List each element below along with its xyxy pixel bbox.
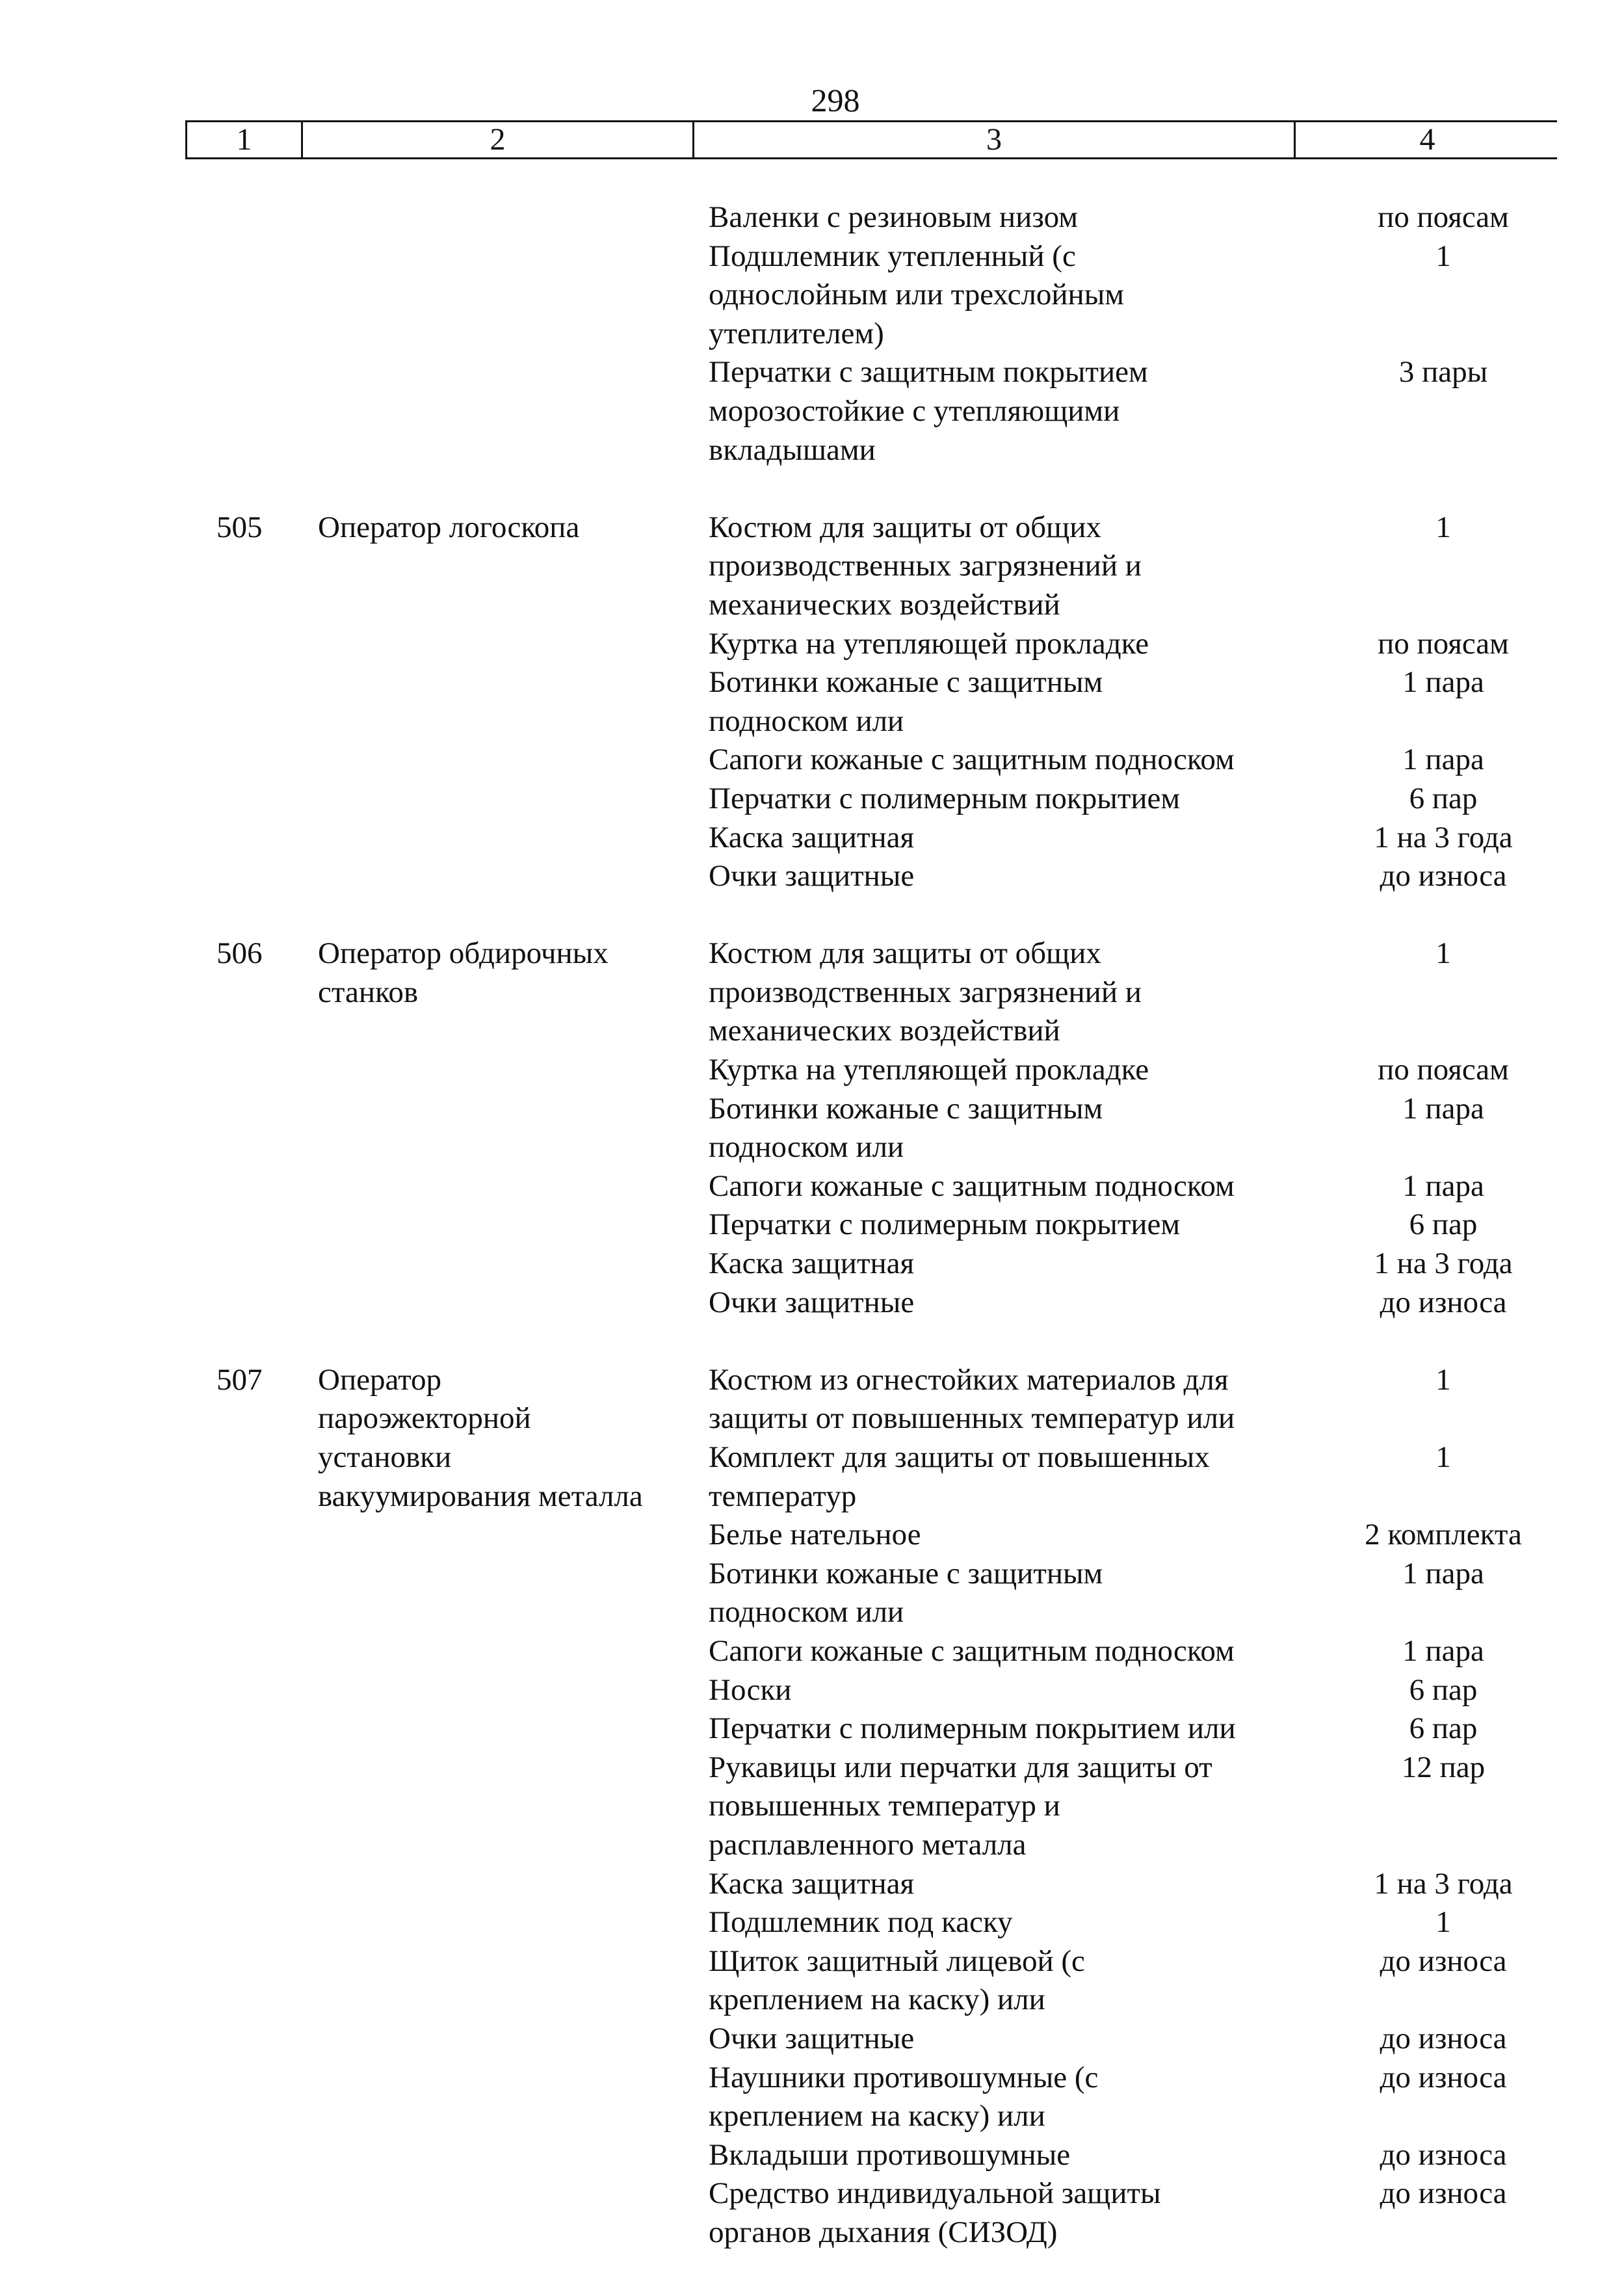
ppe-item-name: Валенки с резиновым низом: [709, 200, 1078, 234]
list-item: [709, 780, 1573, 819]
ppe-item-name: Куртка на утепляющей прокладке: [709, 1053, 1149, 1087]
list-item: [709, 1865, 1573, 1904]
list-item: [709, 1555, 1573, 1632]
list-item: [709, 508, 1573, 625]
ppe-item-quantity: 1 пара: [1402, 665, 1484, 700]
ppe-item-name: Костюм для защиты от общих производственных загрязнений и механических воздействий: [709, 936, 1142, 1048]
list-item: [709, 663, 1573, 741]
table-row: [0, 508, 1624, 896]
ppe-item-quantity: 1 на 3 года: [1374, 1866, 1513, 1901]
section-gap: [0, 896, 1624, 935]
list-item: [709, 1671, 1573, 1710]
list-item: [709, 1051, 1573, 1090]
list-item: [709, 1206, 1573, 1245]
ppe-item-quantity: 1: [1435, 936, 1451, 971]
ppe-item-quantity: 6 пар: [1409, 781, 1478, 815]
ppe-item-quantity: по поясам: [1378, 200, 1509, 234]
ppe-item-quantity: до износа: [1380, 2060, 1507, 2094]
row-number: 506: [216, 936, 263, 971]
profession-name: Оператор логоскопа: [318, 510, 580, 544]
ppe-item-quantity: 1 пара: [1402, 743, 1484, 777]
profession-name: Оператор обдирочных станков: [318, 936, 609, 1009]
ppe-list: [709, 934, 1573, 1322]
ppe-item-quantity: до износа: [1380, 859, 1507, 893]
ppe-item-name: Белье нательное: [709, 1518, 921, 1552]
ppe-item-quantity: 6 пар: [1409, 1711, 1478, 1746]
list-item: [709, 2020, 1573, 2059]
ppe-item-name: Очки защитные: [709, 859, 915, 893]
row-number: 507: [216, 1362, 263, 1397]
list-item: [709, 1709, 1573, 1748]
ppe-item-name: Перчатки с полимерным покрытием: [709, 781, 1181, 815]
row-number: 505: [216, 510, 263, 544]
ppe-item-name: Каска защитная: [709, 1866, 915, 1901]
list-item: [709, 2059, 1573, 2136]
list-item: [709, 2174, 1573, 2252]
list-item: [709, 1167, 1573, 1206]
ppe-item-quantity: 1 на 3 года: [1374, 1247, 1513, 1281]
ppe-item-name: Ботинки кожаные с защитным подноском или: [709, 1091, 1103, 1165]
ppe-item-name: Каска защитная: [709, 820, 915, 854]
ppe-item-name: Подшлемник под каску: [709, 1905, 1013, 1940]
ppe-item-quantity: 1: [1435, 510, 1451, 544]
ppe-item-quantity: 2 комплекта: [1365, 1518, 1522, 1552]
ppe-item-quantity: 3 пары: [1398, 355, 1488, 389]
ppe-item-name: Перчатки с полимерным покрытием: [709, 1207, 1181, 1242]
list-item: [709, 1632, 1573, 1671]
list-item: [709, 198, 1573, 237]
ppe-item-quantity: по поясам: [1378, 1053, 1509, 1087]
table-row: [0, 934, 1624, 1322]
list-item: [709, 1748, 1573, 1865]
ppe-item-quantity: 1 пара: [1402, 1091, 1484, 1126]
list-item: [709, 1245, 1573, 1284]
section-gap: [0, 469, 1624, 508]
ppe-item-name: Очки защитные: [709, 1285, 915, 1319]
ppe-item-name: Сапоги кожаные с защитным подноском: [709, 1633, 1235, 1668]
ppe-item-quantity: до износа: [1380, 1944, 1507, 1978]
ppe-item-name: Перчатки с защитным покрытием морозостойкие с утепляющими вкладышами: [709, 355, 1148, 467]
ppe-item-name: Костюм из огнестойких материалов для защиты от повышенных температур или: [709, 1362, 1235, 1436]
list-item: [709, 1438, 1573, 1516]
ppe-item-name: Куртка на утепляющей прокладке: [709, 626, 1149, 661]
header-col-3: 3: [694, 122, 1296, 157]
ppe-list: [709, 1361, 1573, 2252]
ppe-item-name: Сапоги кожаные с защитным подноском: [709, 743, 1235, 777]
ppe-item-name: Комплект для защиты от повышенных температур: [709, 1440, 1210, 1513]
list-item: [709, 1903, 1573, 1942]
list-item: [709, 1090, 1573, 1167]
list-item: [709, 819, 1573, 858]
list-item: [709, 857, 1573, 896]
table-row: [0, 1361, 1624, 2252]
ppe-item-name: Каска защитная: [709, 1247, 915, 1281]
ppe-item-quantity: 6 пар: [1409, 1672, 1478, 1707]
ppe-item-name: Перчатки с полимерным покрытием или: [709, 1711, 1236, 1746]
ppe-item-name: Щиток защитный лицевой (с креплением на каску) или: [709, 1944, 1085, 2017]
ppe-item-quantity: 1: [1435, 1362, 1451, 1397]
ppe-item-quantity: 1 на 3 года: [1374, 820, 1513, 854]
ppe-item-quantity: 1 пара: [1402, 1556, 1484, 1590]
ppe-item-quantity: до износа: [1380, 1285, 1507, 1319]
ppe-item-quantity: 1: [1435, 1905, 1451, 1940]
ppe-item-quantity: 6 пар: [1409, 1207, 1478, 1242]
ppe-item-name: Носки: [709, 1672, 792, 1707]
ppe-item-quantity: по поясам: [1378, 626, 1509, 661]
ppe-list: [709, 198, 1573, 469]
ppe-item-name: Средство индивидуальной защиты органов дыхания (СИЗОД): [709, 2176, 1161, 2249]
list-item: [709, 1361, 1573, 1438]
header-col-1: 1: [187, 122, 303, 157]
table-body: [0, 198, 1624, 2252]
list-item: [709, 741, 1573, 780]
header-col-2: 2: [303, 122, 694, 157]
list-item: [709, 1942, 1573, 2020]
section-gap: [0, 1322, 1624, 1361]
ppe-item-name: Вкладыши противошумные: [709, 2137, 1071, 2172]
list-item: [709, 2136, 1573, 2175]
ppe-item-quantity: 1: [1435, 239, 1451, 273]
ppe-item-name: Сапоги кожаные с защитным подноском: [709, 1168, 1235, 1203]
ppe-item-name: Ботинки кожаные с защитным подноском или: [709, 665, 1103, 738]
list-item: [709, 1284, 1573, 1323]
ppe-item-name: Подшлемник утепленный (с однослойным или трехслойным утеплителем): [709, 239, 1125, 350]
ppe-item-quantity: 1 пара: [1402, 1633, 1484, 1668]
ppe-item-name: Ботинки кожаные с защитным подноском или: [709, 1556, 1103, 1630]
ppe-item-name: Наушники противошумные (с креплением на каску) или: [709, 2060, 1099, 2133]
ppe-item-name: Рукавицы или перчатки для защиты от повышенных температур и расплавленного металла: [709, 1750, 1212, 1862]
list-item: [709, 625, 1573, 664]
table-header: [185, 120, 1557, 159]
table-row: [0, 198, 1624, 469]
ppe-item-quantity: до износа: [1380, 2176, 1507, 2211]
ppe-item-name: Костюм для защиты от общих производственных загрязнений и механических воздействий: [709, 510, 1142, 622]
ppe-item-quantity: 12 пар: [1401, 1750, 1486, 1784]
ppe-item-quantity: до износа: [1380, 2021, 1507, 2055]
ppe-item-quantity: до износа: [1380, 2137, 1507, 2172]
ppe-item-quantity: 1 пара: [1402, 1168, 1484, 1203]
profession-name: Оператор пароэжекторной установки вакуумирования металла: [318, 1362, 643, 1513]
header-col-4: 4: [1419, 122, 1435, 157]
list-item: [709, 353, 1573, 469]
page-number: 298: [811, 82, 860, 118]
ppe-item-quantity: 1: [1435, 1440, 1451, 1474]
list-item: [709, 934, 1573, 1051]
list-item: [709, 237, 1573, 354]
ppe-item-name: Очки защитные: [709, 2021, 915, 2055]
ppe-list: [709, 508, 1573, 896]
list-item: [709, 1516, 1573, 1555]
